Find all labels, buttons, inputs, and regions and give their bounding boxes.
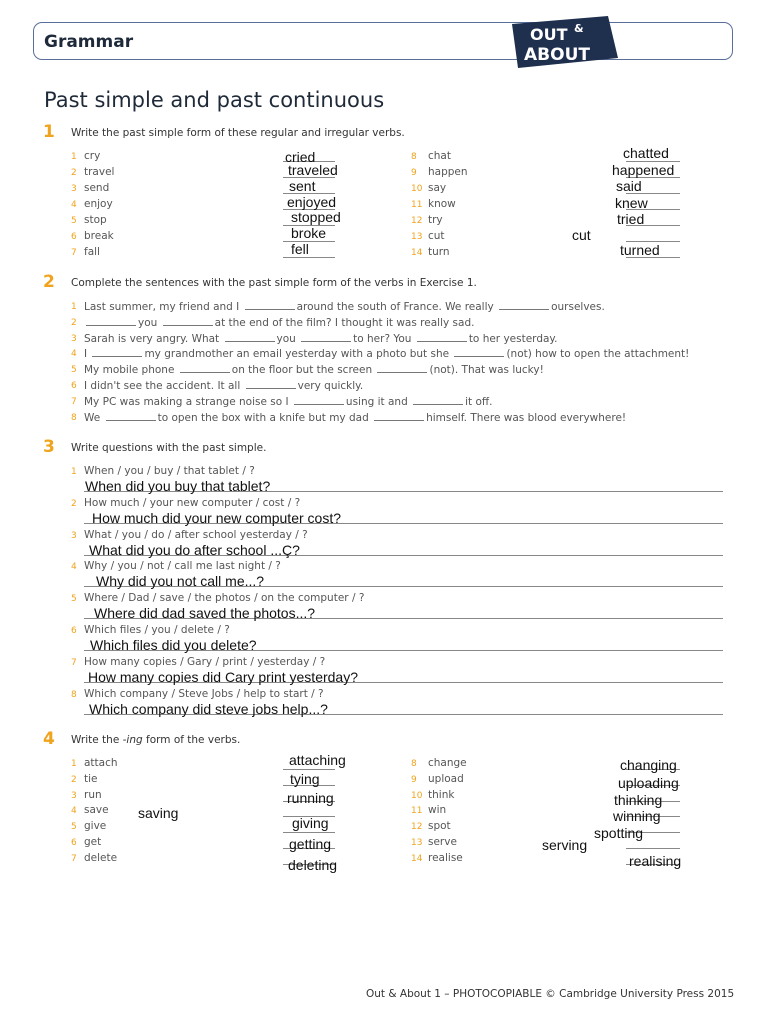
verb-word: break: [84, 230, 114, 242]
item-number: 5: [71, 365, 77, 375]
gap-blank[interactable]: [417, 332, 467, 342]
gap-blank[interactable]: [225, 332, 275, 342]
item-number: 8: [411, 759, 417, 769]
sentence-part: Sarah is very angry. What: [84, 333, 223, 345]
item-number: 10: [411, 791, 423, 801]
instruction-text: form of the verbs.: [142, 734, 241, 746]
handwritten-answer[interactable]: Which files did you delete?: [90, 637, 257, 653]
sentence-part: you: [138, 317, 161, 329]
header-box: [33, 22, 733, 60]
handwritten-answer[interactable]: How much did your new computer cost?: [92, 510, 341, 526]
handwritten-answer[interactable]: getting: [289, 836, 332, 852]
gap-blank[interactable]: [413, 395, 463, 405]
handwritten-answer[interactable]: spotting: [594, 825, 644, 841]
verb-word: happen: [428, 166, 468, 178]
verb-word: say: [428, 182, 447, 194]
sentence-part: very quickly.: [297, 380, 364, 392]
header-title: Grammar: [44, 32, 134, 52]
question-prompt: What / you / do / after school yesterday / ?: [84, 529, 308, 541]
item-number: 5: [71, 822, 77, 832]
item-number: 9: [411, 168, 417, 178]
sentence: [84, 332, 557, 345]
handwritten-answer[interactable]: cut: [572, 227, 591, 243]
logo-line2: ABOUT: [524, 45, 590, 65]
handwritten-answer[interactable]: traveled: [288, 162, 338, 178]
sentence: [84, 316, 474, 329]
sentence-part: to open the box with a knife but my dad: [157, 412, 373, 424]
item-number: 5: [71, 594, 77, 604]
verb-word: give: [84, 820, 107, 832]
verb-word: send: [84, 182, 110, 194]
verb-word: cut: [428, 230, 445, 242]
sentence-part: My mobile phone: [84, 364, 178, 376]
exercise-4-instruction: [71, 734, 240, 746]
handwritten-answer[interactable]: enjoyed: [287, 194, 337, 210]
item-number: 1: [71, 759, 77, 769]
handwritten-answer[interactable]: giving: [292, 815, 329, 831]
verb-word: think: [428, 789, 455, 801]
exercise-3-instruction: Write questions with the past simple.: [71, 442, 267, 454]
item-number: 1: [71, 152, 77, 162]
item-number: 12: [411, 822, 423, 832]
handwritten-answer[interactable]: How many copies did Cary print yesterday?: [88, 669, 359, 685]
verb-word: save: [84, 804, 109, 816]
handwritten-answer[interactable]: What did you do after school ...Ç?: [89, 542, 300, 558]
sentence-part: himself. There was blood everywhere!: [426, 412, 627, 424]
handwritten-answer[interactable]: sent: [289, 178, 316, 194]
item-number: 3: [71, 791, 77, 801]
handwritten-answer[interactable]: saving: [138, 805, 179, 821]
item-number: 8: [71, 690, 77, 700]
verb-word: run: [84, 789, 102, 801]
handwritten-answer[interactable]: broke: [291, 225, 327, 241]
item-number: 2: [71, 775, 77, 785]
question-prompt: How much / your new computer / cost / ?: [84, 497, 301, 509]
sentence: [84, 347, 689, 360]
verb-word: try: [428, 214, 443, 226]
handwritten-answer[interactable]: cried: [285, 149, 316, 165]
item-number: 14: [411, 854, 423, 864]
sentence-part: at the end of the film? I thought it was really sad.: [214, 317, 475, 329]
item-number: 4: [71, 349, 77, 359]
item-number: 8: [71, 413, 77, 423]
item-number: 14: [411, 248, 423, 258]
gap-blank[interactable]: [246, 379, 296, 389]
handwritten-answer[interactable]: fell: [291, 241, 309, 257]
item-number: 10: [411, 184, 423, 194]
answer-line: [283, 769, 335, 770]
item-number: 7: [71, 248, 77, 258]
verb-word: stop: [84, 214, 107, 226]
item-number: 12: [411, 216, 423, 226]
verb-word: enjoy: [84, 198, 113, 210]
verb-word: attach: [84, 757, 118, 769]
item-number: 6: [71, 232, 77, 242]
item-number: 7: [71, 397, 77, 407]
sentence-part: on the floor but the screen: [231, 364, 376, 376]
sentence: [84, 300, 605, 313]
handwritten-answer[interactable]: When did you buy that tablet?: [85, 478, 271, 494]
question-prompt: When / you / buy / that tablet / ?: [84, 465, 255, 477]
gap-blank[interactable]: [180, 363, 230, 373]
handwritten-answer[interactable]: uploading: [618, 775, 679, 791]
sentence-part: (not). That was lucky!: [429, 364, 544, 376]
handwritten-answer[interactable]: tying: [290, 771, 320, 787]
verb-word: get: [84, 836, 102, 848]
verb-word: spot: [428, 820, 451, 832]
gap-blank[interactable]: [499, 300, 549, 310]
item-number: 3: [71, 531, 77, 541]
handwritten-answer[interactable]: Why did you not call me...?: [96, 573, 265, 589]
handwritten-answer[interactable]: attaching: [289, 752, 346, 768]
verb-word: delete: [84, 852, 118, 864]
item-number: 11: [411, 806, 423, 816]
gap-blank[interactable]: [454, 347, 504, 357]
sentence-part: (not) how to open the attachment!: [506, 348, 690, 360]
gap-blank[interactable]: [245, 300, 295, 310]
sentence-part: around the south of France. We really: [296, 301, 498, 313]
gap-blank[interactable]: [92, 347, 142, 357]
sentence: [84, 379, 363, 392]
sentence-part: My PC was making a strange noise so I: [84, 396, 292, 408]
handwritten-answer[interactable]: knew: [615, 195, 648, 211]
handwritten-answer[interactable]: tried: [617, 211, 645, 227]
verb-word: serve: [428, 836, 457, 848]
sentence-part: you: [276, 333, 300, 345]
question-prompt: Which files / you / delete / ?: [84, 624, 230, 636]
verb-word: know: [428, 198, 456, 210]
gap-blank[interactable]: [301, 332, 351, 342]
handwritten-answer[interactable]: thinking: [614, 792, 663, 808]
gap-blank[interactable]: [106, 411, 156, 421]
instruction-emphasis: -ing: [122, 734, 143, 746]
handwritten-answer[interactable]: said: [616, 178, 642, 194]
verb-word: turn: [428, 246, 450, 258]
sentence: [84, 363, 544, 376]
logo-line1: OUT: [530, 25, 568, 44]
exercise-4-number: 4: [43, 729, 55, 749]
handwritten-answer[interactable]: serving: [542, 837, 588, 853]
item-number: 3: [71, 184, 77, 194]
out-and-about-logo: [508, 14, 620, 70]
sentence-part: my grandmother an email yesterday with a photo but she: [144, 348, 453, 360]
handwritten-answer[interactable]: winning: [613, 808, 661, 824]
exercise-3-number: 3: [43, 437, 55, 457]
verb-word: win: [428, 804, 447, 816]
item-number: 4: [71, 200, 77, 210]
handwritten-answer[interactable]: realising: [629, 853, 682, 869]
instruction-text: Write the: [71, 734, 123, 746]
handwritten-answer[interactable]: stopped: [291, 209, 341, 225]
sentence-part: it off.: [465, 396, 493, 408]
handwritten-answer[interactable]: deleting: [288, 857, 338, 873]
verb-word: change: [428, 757, 467, 769]
page-title: Past simple and past continuous: [44, 88, 385, 112]
item-number: 4: [71, 562, 77, 572]
exercise-1-instruction: Write the past simple form of these regular and irregular verbs.: [71, 127, 405, 139]
item-number: 13: [411, 838, 423, 848]
question-prompt: How many copies / Gary / print / yesterday / ?: [84, 656, 326, 668]
sentence-part: I didn't see the accident. It all: [84, 380, 244, 392]
sentence-part: We: [84, 412, 104, 424]
sentence-part: using it and: [345, 396, 412, 408]
exercise-2-number: 2: [43, 272, 55, 292]
verb-word: cry: [84, 150, 101, 162]
verb-word: chat: [428, 150, 451, 162]
handwritten-answer[interactable]: turned: [620, 242, 660, 258]
sentence-part: I: [84, 348, 91, 360]
handwritten-answer[interactable]: changing: [620, 757, 677, 773]
exercise-1-number: 1: [43, 122, 55, 142]
gap-blank[interactable]: [377, 363, 427, 373]
item-number: 6: [71, 838, 77, 848]
sentence-part: ourselves.: [551, 301, 605, 313]
answer-line: [283, 832, 335, 833]
sentence: [84, 411, 626, 424]
item-number: 9: [411, 775, 417, 785]
item-number: 6: [71, 626, 77, 636]
item-number: 5: [71, 216, 77, 226]
item-number: 6: [71, 381, 77, 391]
logo-amp: &: [574, 22, 584, 35]
verb-word: fall: [84, 246, 100, 258]
item-number: 2: [71, 318, 77, 328]
sentence-part: to her? You: [353, 333, 415, 345]
item-number: 4: [71, 806, 77, 816]
handwritten-answer[interactable]: happened: [612, 162, 675, 178]
item-number: 11: [411, 200, 423, 210]
verb-word: upload: [428, 773, 464, 785]
handwritten-answer[interactable]: Which company did steve jobs help...?: [89, 701, 328, 717]
question-prompt: Which company / Steve Jobs / help to start / ?: [84, 688, 324, 700]
item-number: 7: [71, 854, 77, 864]
item-number: 2: [71, 168, 77, 178]
sentence: [84, 395, 492, 408]
sentence-part: to her yesterday.: [468, 333, 558, 345]
sentence-part: Last summer, my friend and I: [84, 301, 243, 313]
item-number: 3: [71, 334, 77, 344]
handwritten-answer[interactable]: chatted: [623, 145, 669, 161]
question-prompt: Where / Dad / save / the photos / on the computer / ?: [84, 592, 365, 604]
exercise-2-instruction: Complete the sentences with the past simple form of the verbs in Exercise 1.: [71, 277, 477, 289]
item-number: 8: [411, 152, 417, 162]
verb-word: tie: [84, 773, 98, 785]
verb-word: realise: [428, 852, 463, 864]
item-number: 1: [71, 467, 77, 477]
item-number: 7: [71, 658, 77, 668]
gap-blank[interactable]: [294, 395, 344, 405]
handwritten-answer[interactable]: Where did dad saved the photos...?: [94, 605, 316, 621]
handwritten-answer[interactable]: running: [287, 790, 334, 806]
answer-line: [626, 848, 680, 849]
question-prompt: Why / you / not / call me last night / ?: [84, 560, 281, 572]
item-number: 13: [411, 232, 423, 242]
item-number: 1: [71, 302, 77, 312]
gap-blank[interactable]: [374, 411, 424, 421]
verb-word: travel: [84, 166, 115, 178]
footer-copyright: Out & About 1 – PHOTOCOPIABLE © Cambridge University Press 2015: [366, 988, 735, 1000]
gap-blank[interactable]: [163, 316, 213, 326]
answer-line: [283, 257, 335, 258]
gap-blank[interactable]: [86, 316, 136, 326]
item-number: 2: [71, 499, 77, 509]
